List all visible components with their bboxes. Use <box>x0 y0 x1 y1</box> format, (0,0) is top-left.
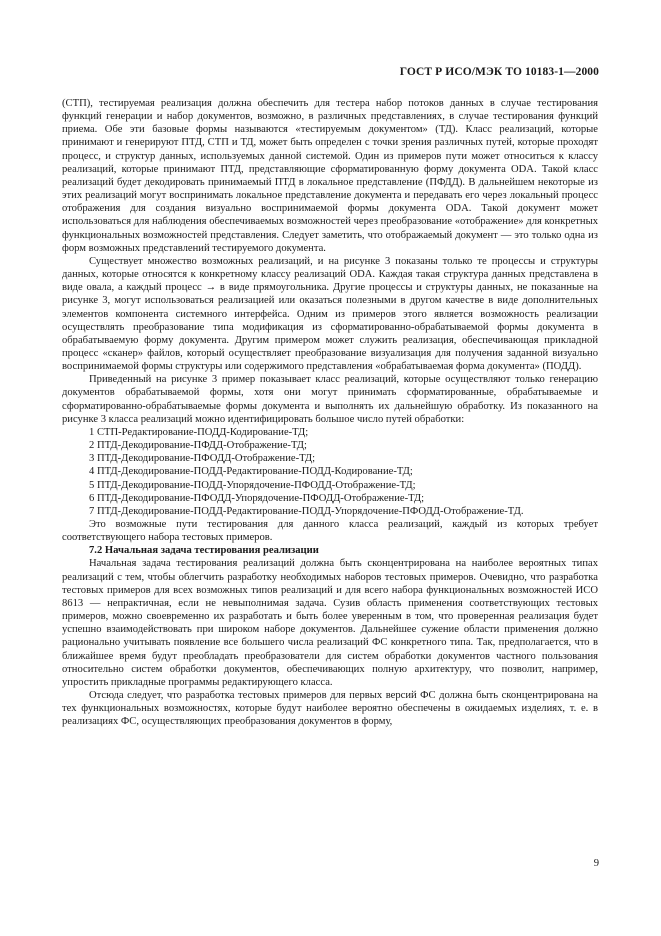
body-paragraph: Существует множество возможных реализаций, и на рисунке 3 показаны только те процессы и структуры данных, которые относятся к конкретному классу реализаций ODA. Каждая такая структура данных представлена в виде овала, а каждый процесс → в виде прямоугольника. Другие процессы и структуры данных, не показанные на рисунке 3, могут использоваться реализацией или оказаться полезными в другом качестве в виде дополнительных элементов компонента системного интерфейса. Одним из примеров этого является возможность реализации осуществлять преобразование типа модификация из сформатированно-обрабатываемой формы документа в обрабатываемую форму документа. Другим примером может служить реализация, обеспечивающая прикладной процесс «сканер» файлов, который осуществляет преобразование визуализация для получения заданной визуально воспринимаемой формы структуры или содержимого представления «обрабатываемая форма документа» (ПОДД). <box>62 255 598 373</box>
processing-path-item: 5 ПТД-Декодирование-ПОДД-Упорядочение-ПФОДД-Отображение-ТД; <box>89 479 416 491</box>
body-paragraph: Приведенный на рисунке 3 пример показывает класс реализаций, которые осуществляют только генерацию документов обрабатываемой формы, хотя они могут принимать сформатированные, обрабатываемые и сформатированно-обрабатываемые формы документа и выполнять их дальнейшую обработку. Из показанного на рисунке 3 класса реализаций можно идентифицировать большое число путей обработки: <box>62 374 598 425</box>
processing-path-item: 6 ПТД-Декодирование-ПФОДД-Упорядочение-ПФОДД-Отображение-ТД; <box>89 492 425 504</box>
body-paragraph: Отсюда следует, что разработка тестовых примеров для первых версий ФС должна быть сконцентрирована на тех функциональных возможностях, которые будут наиболее вероятно обеспечены в ожидаемых изделиях, т. е. в реализациях ФС, осуществляющих преобразования документов в форму, <box>62 690 598 728</box>
processing-paths-list <box>62 426 598 518</box>
section-heading: 7.2 Начальная задача тестирования реализации <box>89 545 319 557</box>
body-paragraph: Это возможные пути тестирования для данного класса реализаций, каждый из которых требует соответствующего набора тестовых примеров. <box>62 519 598 544</box>
processing-path-item: 4 ПТД-Декодирование-ПОДД-Редактирование-ПОДД-Кодирование-ТД; <box>89 466 413 478</box>
page-number: 9 <box>593 858 599 869</box>
processing-path-item: 7 ПТД-Декодирование-ПОДД-Редактирование-ПОДД-Упорядочение-ПФОДД-Отображение-ТД. <box>89 505 524 517</box>
document-body <box>62 97 598 729</box>
body-paragraph: Начальная задача тестирования реализаций должна быть сконцентрирована на наиболее вероятных типах реализаций с тем, чтобы облегчить разработку необходимых наборов тестовых примеров. Очевидно, что разработка тестовых примеров для всех возможных типов реализаций и для всего набора функциональных возможностей ИСО 8613 — непрактичная, если не невыполнимая задача. Сузив область применения соответствующих тестовых примеров, можно своевременно их разработать и быть более уверенным в том, что проверенная реализация будет успешно взаимодействовать при широком наборе документов. Дальнейшее сужение области применения должно рационально учитывать появление все большего числа реализаций ФС конкретного типа. Так, предполагается, что в ближайшее время будут преобладать преобразователи для систем обработки документов частного пользования относительно систем обработки документов, обеспечивающих полную архитектуру, что позволит, например, упростить прикладные программы редактирующего класса. <box>62 558 598 688</box>
document-standard-id: ГОСТ Р ИСО/МЭК ТО 10183-1—2000 <box>399 66 599 78</box>
processing-path-item: 1 СТП-Редактирование-ПОДД-Кодирование-ТД; <box>89 426 309 438</box>
processing-path-item: 3 ПТД-Декодирование-ПФОДД-Отображение-ТД; <box>89 453 316 465</box>
processing-path-item: 2 ПТД-Декодирование-ПФДД-Отображение-ТД; <box>89 440 307 452</box>
body-paragraph: (СТП), тестируемая реализация должна обеспечить для тестера набор потоков данных в случае тестирования функций генерации и набор документов, возможно, в различных представлениях, в случае тестирования функций приема. Обе эти базовые формы называются «тестируемым документом» (ТД). Класс реализаций, которые принимают и генерируют ПТД, СТП и ТД, может быть определен с точки зрения различных путей, которые проходят процесс, и структур данных, используемых данной системой. Один из примеров пути может относиться к классу реализаций, которые принимают ПТД, представляющие сформатированную форму документа ODA. Такой класс реализаций будет декодировать принимаемый ПТД в локальное представление (ПФДД). В дальнейшем некоторые из этих реализаций могут воспринимать локальное представление документа и передавать его через локальный процесс отображения для создания визуально воспринимаемой формы документа ODA. Такой документ может использоваться для наблюдения обеспечиваемых возможностей через преобразование «отображение» для конкретных функциональных возможностей представления. Следует заметить, что отображаемый документ — это только одна из форм возможных представлений тестируемого документа. <box>62 98 598 254</box>
